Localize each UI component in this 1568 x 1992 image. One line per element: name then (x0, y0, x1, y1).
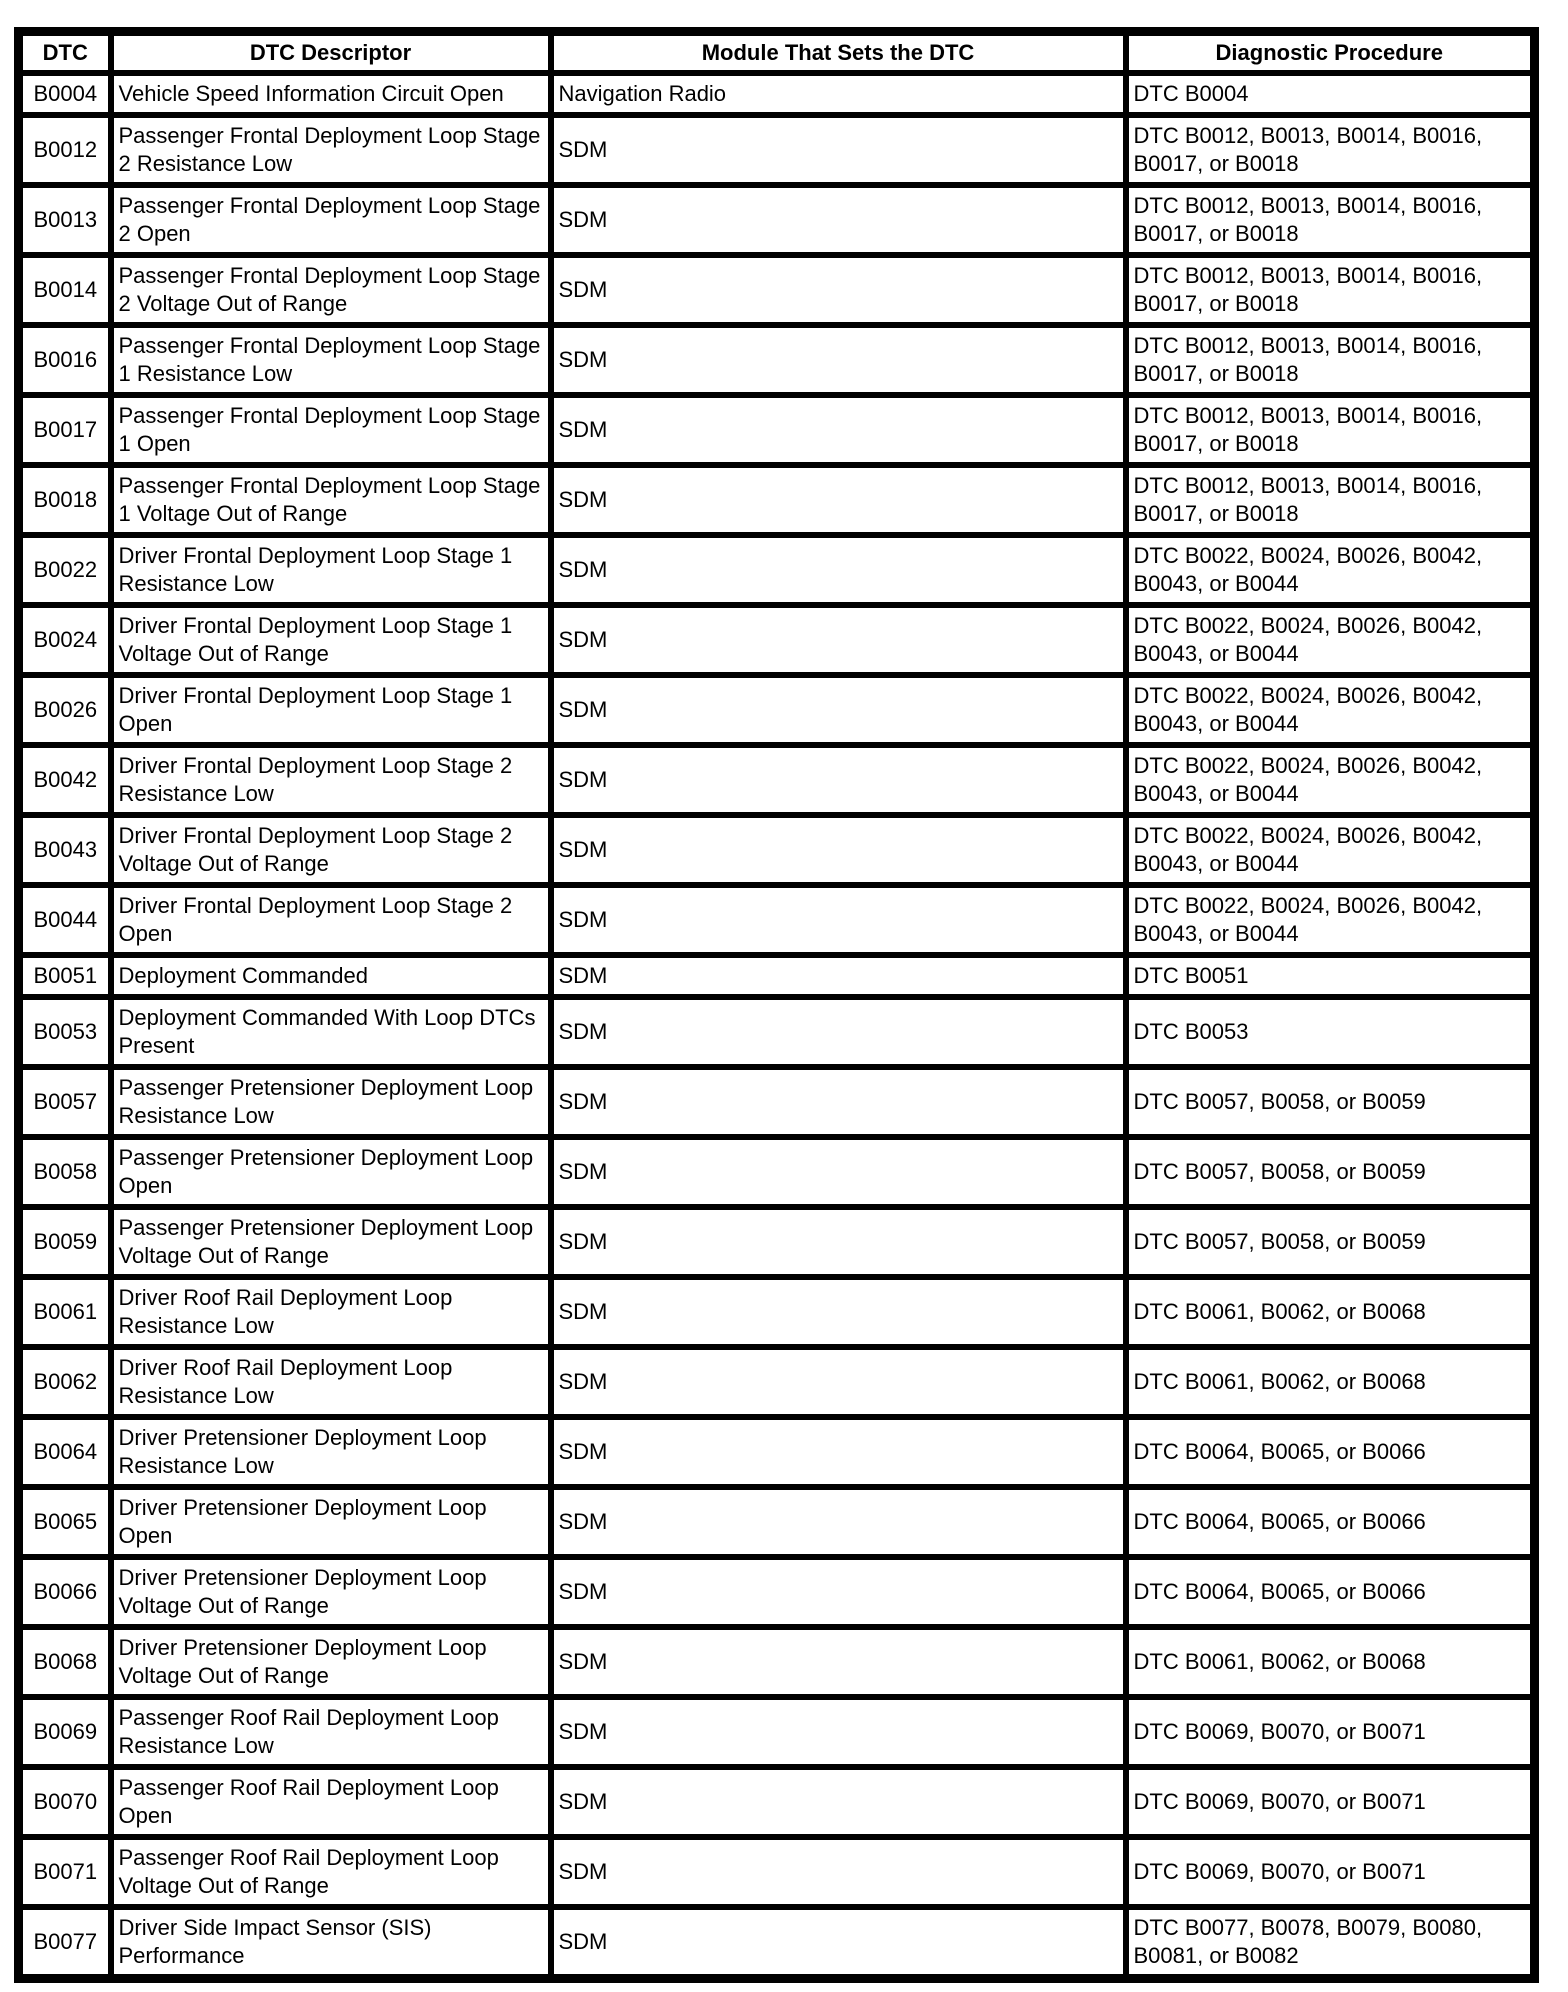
dtc-descriptor-cell: Driver Pretensioner Deployment Loop Voltage Out of Range (111, 1627, 551, 1697)
dtc-code-cell: B0043 (19, 815, 111, 885)
dtc-descriptor-cell: Passenger Pretensioner Deployment Loop Open (111, 1137, 551, 1207)
table-row (19, 1837, 1535, 1907)
module-cell: SDM (551, 1907, 1126, 1979)
module-cell: SDM (551, 1137, 1126, 1207)
module-cell: SDM (551, 885, 1126, 955)
dtc-code-cell: B0051 (19, 955, 111, 997)
dtc-descriptor-cell: Driver Frontal Deployment Loop Stage 2 Open (111, 885, 551, 955)
dtc-code-cell: B0053 (19, 997, 111, 1067)
dtc-descriptor-cell: Deployment Commanded (111, 955, 551, 997)
dtc-code-cell: B0012 (19, 115, 111, 185)
table-row (19, 325, 1535, 395)
dtc-descriptor-cell: Driver Roof Rail Deployment Loop Resistance Low (111, 1277, 551, 1347)
dtc-code-cell: B0013 (19, 185, 111, 255)
diagnostic-procedure-cell: DTC B0022, B0024, B0026, B0042, B0043, or B0044 (1126, 885, 1535, 955)
dtc-table (14, 27, 1539, 1983)
dtc-descriptor-cell: Driver Pretensioner Deployment Loop Resistance Low (111, 1417, 551, 1487)
dtc-code-cell: B0062 (19, 1347, 111, 1417)
diagnostic-procedure-cell: DTC B0022, B0024, B0026, B0042, B0043, or B0044 (1126, 675, 1535, 745)
diagnostic-procedure-cell: DTC B0069, B0070, or B0071 (1126, 1837, 1535, 1907)
diagnostic-procedure-cell: DTC B0022, B0024, B0026, B0042, B0043, or B0044 (1126, 815, 1535, 885)
module-cell: SDM (551, 605, 1126, 675)
dtc-code-cell: B0065 (19, 1487, 111, 1557)
dtc-descriptor-cell: Driver Pretensioner Deployment Loop Open (111, 1487, 551, 1557)
dtc-code-cell: B0071 (19, 1837, 111, 1907)
table-row (19, 1907, 1535, 1979)
column-header-dtc: DTC (19, 32, 111, 74)
module-cell: SDM (551, 1627, 1126, 1697)
diagnostic-procedure-cell: DTC B0051 (1126, 955, 1535, 997)
diagnostic-procedure-cell: DTC B0012, B0013, B0014, B0016, B0017, or B0018 (1126, 465, 1535, 535)
table-row (19, 955, 1535, 997)
diagnostic-procedure-cell: DTC B0022, B0024, B0026, B0042, B0043, or B0044 (1126, 605, 1535, 675)
diagnostic-procedure-cell: DTC B0064, B0065, or B0066 (1126, 1487, 1535, 1557)
module-cell: SDM (551, 395, 1126, 465)
diagnostic-procedure-cell: DTC B0012, B0013, B0014, B0016, B0017, or B0018 (1126, 395, 1535, 465)
dtc-code-cell: B0059 (19, 1207, 111, 1277)
diagnostic-procedure-cell: DTC B0061, B0062, or B0068 (1126, 1347, 1535, 1417)
dtc-descriptor-cell: Passenger Roof Rail Deployment Loop Resistance Low (111, 1697, 551, 1767)
column-header-module: Module That Sets the DTC (551, 32, 1126, 74)
table-row (19, 1557, 1535, 1627)
dtc-descriptor-cell: Driver Pretensioner Deployment Loop Voltage Out of Range (111, 1557, 551, 1627)
table-row (19, 815, 1535, 885)
table-row (19, 675, 1535, 745)
diagnostic-procedure-cell: DTC B0057, B0058, or B0059 (1126, 1137, 1535, 1207)
dtc-descriptor-cell: Passenger Frontal Deployment Loop Stage 2 Voltage Out of Range (111, 255, 551, 325)
module-cell: SDM (551, 815, 1126, 885)
module-cell: Navigation Radio (551, 73, 1126, 115)
diagnostic-procedure-cell: DTC B0004 (1126, 73, 1535, 115)
module-cell: SDM (551, 1347, 1126, 1417)
table-row (19, 1627, 1535, 1697)
table-row (19, 745, 1535, 815)
dtc-code-cell: B0069 (19, 1697, 111, 1767)
dtc-code-cell: B0070 (19, 1767, 111, 1837)
table-header (19, 32, 1535, 74)
diagnostic-procedure-cell: DTC B0061, B0062, or B0068 (1126, 1277, 1535, 1347)
column-header-dtc-descriptor: DTC Descriptor (111, 32, 551, 74)
module-cell: SDM (551, 1207, 1126, 1277)
dtc-descriptor-cell: Driver Frontal Deployment Loop Stage 1 Voltage Out of Range (111, 605, 551, 675)
dtc-descriptor-cell: Passenger Frontal Deployment Loop Stage 2 Open (111, 185, 551, 255)
table-row (19, 1067, 1535, 1137)
header-row (19, 32, 1535, 74)
dtc-code-cell: B0014 (19, 255, 111, 325)
table-row (19, 1417, 1535, 1487)
table-row (19, 535, 1535, 605)
diagnostic-procedure-cell: DTC B0022, B0024, B0026, B0042, B0043, or B0044 (1126, 745, 1535, 815)
module-cell: SDM (551, 1487, 1126, 1557)
table-row (19, 115, 1535, 185)
dtc-code-cell: B0024 (19, 605, 111, 675)
dtc-descriptor-cell: Passenger Frontal Deployment Loop Stage 1 Voltage Out of Range (111, 465, 551, 535)
table-row (19, 255, 1535, 325)
table-row (19, 73, 1535, 115)
module-cell: SDM (551, 255, 1126, 325)
dtc-code-cell: B0057 (19, 1067, 111, 1137)
dtc-code-cell: B0064 (19, 1417, 111, 1487)
dtc-code-cell: B0042 (19, 745, 111, 815)
dtc-descriptor-cell: Passenger Frontal Deployment Loop Stage 2 Resistance Low (111, 115, 551, 185)
dtc-code-cell: B0044 (19, 885, 111, 955)
dtc-code-cell: B0077 (19, 1907, 111, 1979)
diagnostic-procedure-cell: DTC B0057, B0058, or B0059 (1126, 1067, 1535, 1137)
dtc-code-cell: B0068 (19, 1627, 111, 1697)
table-row (19, 1487, 1535, 1557)
module-cell: SDM (551, 185, 1126, 255)
diagnostic-procedure-cell: DTC B0012, B0013, B0014, B0016, B0017, or B0018 (1126, 255, 1535, 325)
table-row (19, 465, 1535, 535)
diagnostic-procedure-cell: DTC B0069, B0070, or B0071 (1126, 1697, 1535, 1767)
diagnostic-procedure-cell: DTC B0077, B0078, B0079, B0080, B0081, or B0082 (1126, 1907, 1535, 1979)
diagnostic-procedure-cell: DTC B0012, B0013, B0014, B0016, B0017, or B0018 (1126, 185, 1535, 255)
dtc-code-cell: B0022 (19, 535, 111, 605)
diagnostic-procedure-cell: DTC B0053 (1126, 997, 1535, 1067)
dtc-descriptor-cell: Driver Frontal Deployment Loop Stage 2 Voltage Out of Range (111, 815, 551, 885)
table-row (19, 605, 1535, 675)
module-cell: SDM (551, 1837, 1126, 1907)
table-row (19, 395, 1535, 465)
module-cell: SDM (551, 1767, 1126, 1837)
diagnostic-procedure-cell: DTC B0012, B0013, B0014, B0016, B0017, or B0018 (1126, 115, 1535, 185)
diagnostic-procedure-cell: DTC B0064, B0065, or B0066 (1126, 1417, 1535, 1487)
table-row (19, 1697, 1535, 1767)
dtc-descriptor-cell: Vehicle Speed Information Circuit Open (111, 73, 551, 115)
diagnostic-procedure-cell: DTC B0012, B0013, B0014, B0016, B0017, or B0018 (1126, 325, 1535, 395)
dtc-descriptor-cell: Passenger Roof Rail Deployment Loop Voltage Out of Range (111, 1837, 551, 1907)
dtc-descriptor-cell: Passenger Pretensioner Deployment Loop Voltage Out of Range (111, 1207, 551, 1277)
dtc-descriptor-cell: Driver Frontal Deployment Loop Stage 2 Resistance Low (111, 745, 551, 815)
dtc-descriptor-cell: Driver Frontal Deployment Loop Stage 1 Resistance Low (111, 535, 551, 605)
dtc-descriptor-cell: Passenger Frontal Deployment Loop Stage 1 Resistance Low (111, 325, 551, 395)
dtc-descriptor-cell: Passenger Pretensioner Deployment Loop Resistance Low (111, 1067, 551, 1137)
dtc-code-cell: B0058 (19, 1137, 111, 1207)
module-cell: SDM (551, 1067, 1126, 1137)
dtc-descriptor-cell: Deployment Commanded With Loop DTCs Present (111, 997, 551, 1067)
diagnostic-procedure-cell: DTC B0061, B0062, or B0068 (1126, 1627, 1535, 1697)
table-row (19, 885, 1535, 955)
table-row (19, 1207, 1535, 1277)
table-row (19, 185, 1535, 255)
table-row (19, 1277, 1535, 1347)
table-body (19, 73, 1535, 1979)
dtc-descriptor-cell: Driver Roof Rail Deployment Loop Resistance Low (111, 1347, 551, 1417)
diagnostic-procedure-cell: DTC B0069, B0070, or B0071 (1126, 1767, 1535, 1837)
dtc-code-cell: B0026 (19, 675, 111, 745)
dtc-code-cell: B0004 (19, 73, 111, 115)
module-cell: SDM (551, 1417, 1126, 1487)
dtc-code-cell: B0018 (19, 465, 111, 535)
diagnostic-procedure-cell: DTC B0064, B0065, or B0066 (1126, 1557, 1535, 1627)
column-header-diagnostic-procedure: Diagnostic Procedure (1126, 32, 1535, 74)
dtc-descriptor-cell: Driver Frontal Deployment Loop Stage 1 Open (111, 675, 551, 745)
diagnostic-procedure-cell: DTC B0022, B0024, B0026, B0042, B0043, or B0044 (1126, 535, 1535, 605)
dtc-descriptor-cell: Passenger Roof Rail Deployment Loop Open (111, 1767, 551, 1837)
module-cell: SDM (551, 115, 1126, 185)
dtc-descriptor-cell: Driver Side Impact Sensor (SIS) Performance (111, 1907, 551, 1979)
module-cell: SDM (551, 535, 1126, 605)
module-cell: SDM (551, 465, 1126, 535)
module-cell: SDM (551, 997, 1126, 1067)
dtc-descriptor-cell: Passenger Frontal Deployment Loop Stage 1 Open (111, 395, 551, 465)
module-cell: SDM (551, 1557, 1126, 1627)
dtc-code-cell: B0066 (19, 1557, 111, 1627)
dtc-code-cell: B0061 (19, 1277, 111, 1347)
module-cell: SDM (551, 1277, 1126, 1347)
table-row (19, 997, 1535, 1067)
table-row (19, 1137, 1535, 1207)
table-row (19, 1347, 1535, 1417)
dtc-code-cell: B0016 (19, 325, 111, 395)
module-cell: SDM (551, 675, 1126, 745)
diagnostic-procedure-cell: DTC B0057, B0058, or B0059 (1126, 1207, 1535, 1277)
module-cell: SDM (551, 1697, 1126, 1767)
module-cell: SDM (551, 745, 1126, 815)
table-row (19, 1767, 1535, 1837)
dtc-code-cell: B0017 (19, 395, 111, 465)
module-cell: SDM (551, 955, 1126, 997)
module-cell: SDM (551, 325, 1126, 395)
